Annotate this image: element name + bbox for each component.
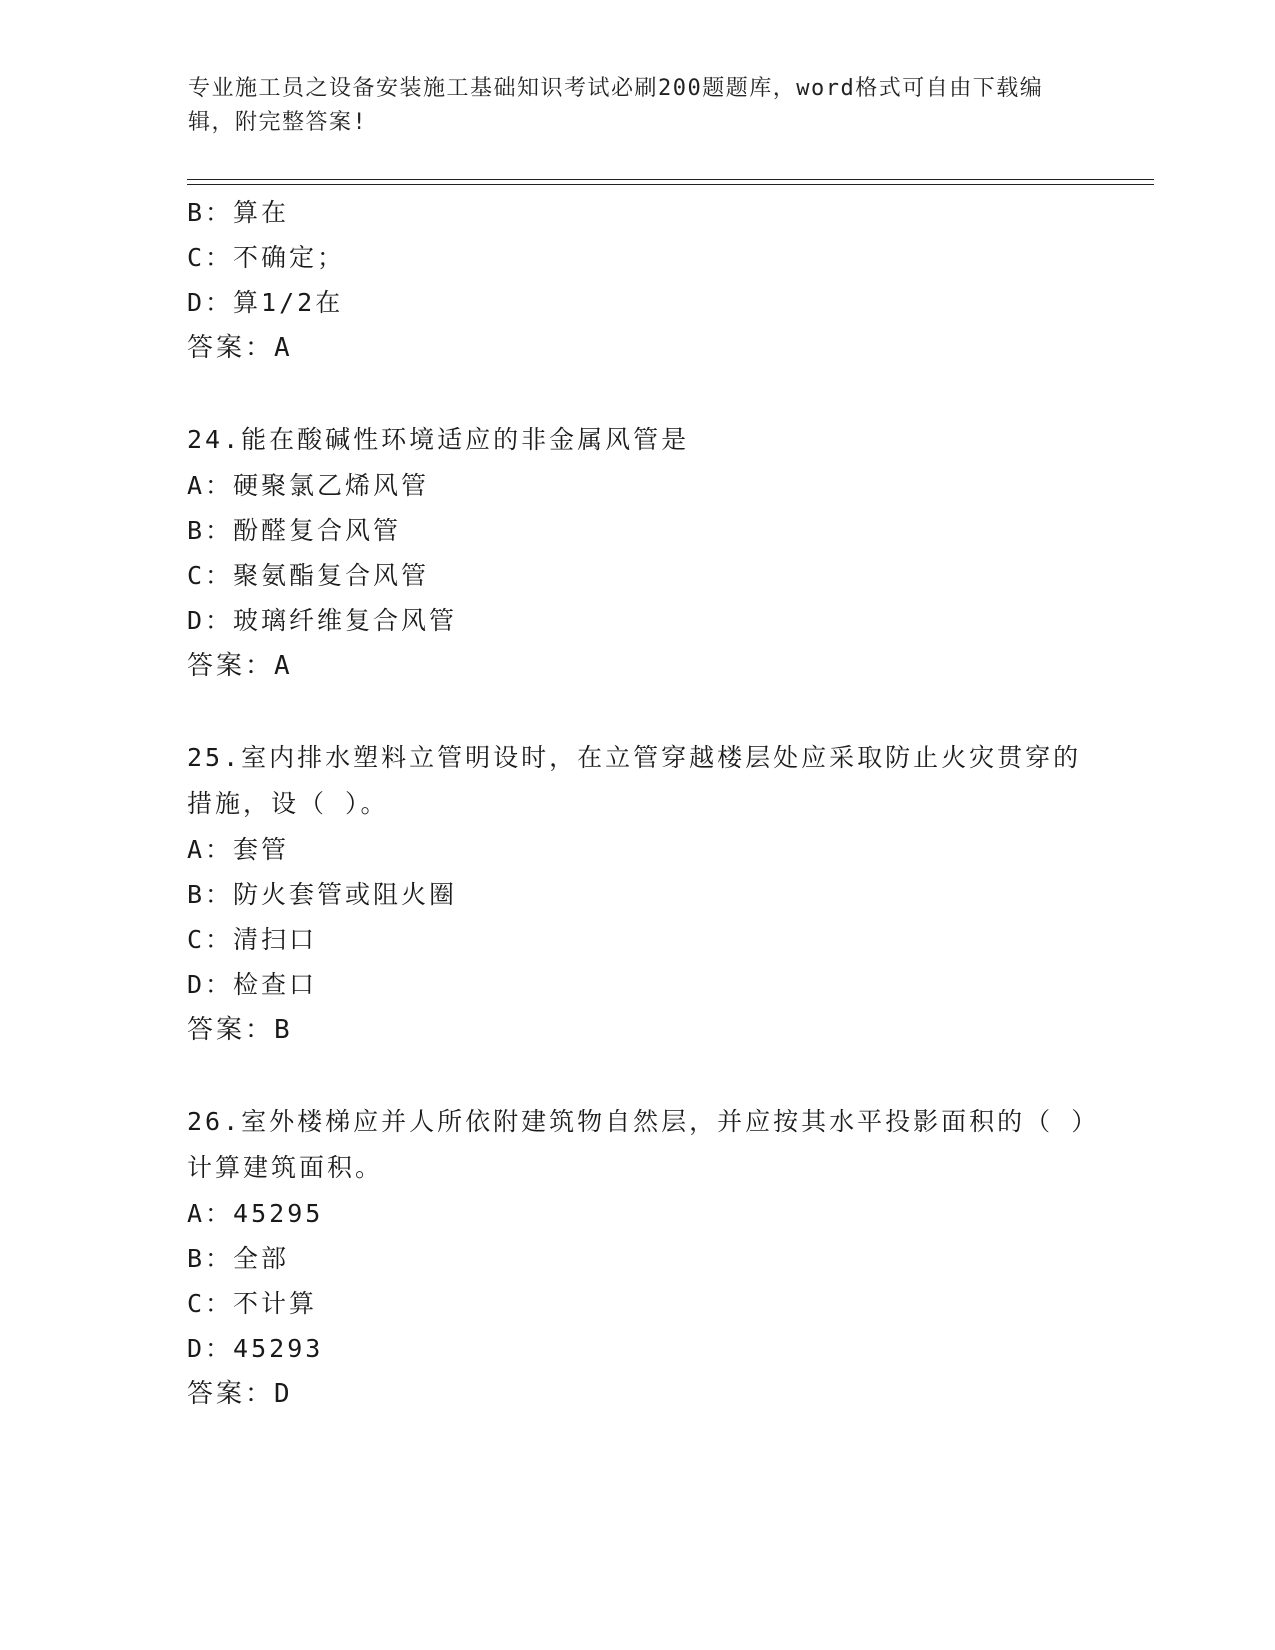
option-c: C：清扫口	[187, 925, 318, 954]
option-b: B：酚醛复合风管	[187, 516, 402, 545]
option-b: B：全部	[187, 1244, 290, 1273]
option-a: A：45295	[187, 1199, 324, 1228]
option-a: A：硬聚氯乙烯风管	[187, 471, 430, 500]
answer-line: 答案：A	[187, 333, 293, 363]
question-text: 25.室内排水塑料立管明设时，在立管穿越楼层处应采取防止火灾贯穿的措施，设（ ）。	[187, 743, 1082, 818]
answer-line: 答案：D	[187, 1379, 293, 1409]
question-text: 26.室外楼梯应并人所依附建筑物自然层，并应按其水平投影面积的（ ）计算建筑面积。	[187, 1107, 1087, 1182]
option-b: B：算在	[187, 198, 290, 227]
option-d: D：45293	[187, 1334, 324, 1363]
option-d: D：检查口	[187, 970, 318, 999]
spacer	[187, 371, 1087, 417]
header-divider-top	[187, 179, 1154, 180]
answer-line: 答案：A	[187, 651, 293, 681]
option-c: C：不确定；	[187, 243, 346, 272]
question-list	[187, 190, 1087, 1417]
option-b: B：防火套管或阻火圈	[187, 880, 458, 909]
question-24	[187, 417, 1087, 689]
option-c: C：聚氨酯复合风管	[187, 561, 430, 590]
question-25	[187, 735, 1087, 1053]
option-d: D：算1/2在	[187, 288, 344, 317]
document-header: 专业施工员之设备安装施工基础知识考试必刷200题题库，word格式可自由下载编辑，附完整答案!	[188, 76, 1044, 135]
option-c: C：不计算	[187, 1289, 318, 1318]
option-a: A：套管	[187, 835, 290, 864]
spacer	[187, 1053, 1087, 1099]
header-divider-bottom	[187, 184, 1154, 185]
partial-question	[187, 190, 1087, 371]
spacer	[187, 689, 1087, 735]
option-d: D：玻璃纤维复合风管	[187, 606, 458, 635]
question-26	[187, 1099, 1087, 1417]
answer-line: 答案：B	[187, 1015, 293, 1045]
question-text: 24.能在酸碱性环境适应的非金属风管是	[187, 425, 690, 454]
